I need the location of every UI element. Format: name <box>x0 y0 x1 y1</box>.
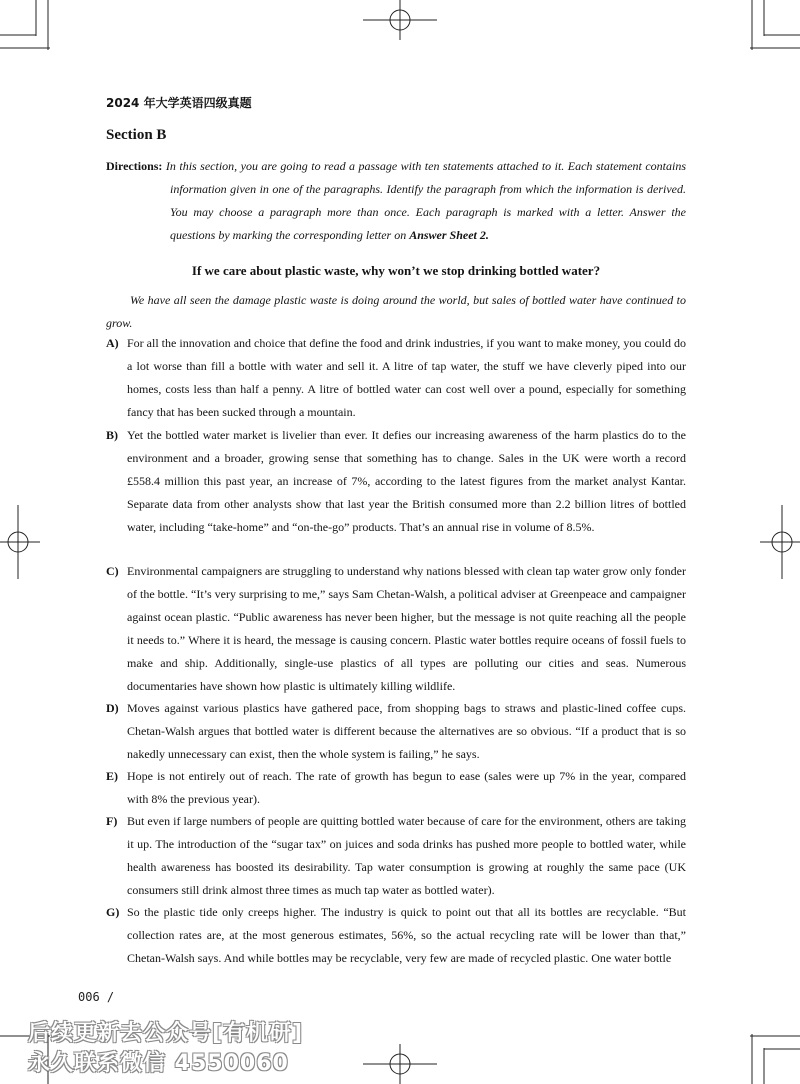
section-title: Section B <box>106 127 167 143</box>
paragraph-letter: D) <box>106 701 119 715</box>
answer-sheet-reference: Answer Sheet 2. <box>409 228 489 242</box>
paragraph-c <box>106 560 686 698</box>
paragraph-text: So the plastic tide only creeps higher. The industry is quick to point out that all its bottles are recyclable. “But collection rates are, at the most generous estimates, 56%, so the actual recycling rate will be lower than that,” Chetan-Walsh says. And while bottles may be recyclable, very few are made of recycled plastic. One water bottle <box>127 905 686 965</box>
passage-title: If we care about plastic waste, why won’t we stop drinking bottled water? <box>191 263 601 278</box>
paragraph-text: But even if large numbers of people are quitting bottled water because of care for the environment, others are taking it up. The introduction of the “sugar tax” on juices and soda drinks has pushed more people to bottled water, while health awareness has boosted its desirability. Tap water consumption is growing at roughly the same pace (UK consumers still drink almost three times as much tap water as bottled water). <box>127 814 686 897</box>
paragraph-f <box>106 810 686 902</box>
directions-line-4-text: questions by marking the corresponding letter on <box>170 228 410 242</box>
paragraph-letter: G) <box>106 905 120 919</box>
paragraph-letter: C) <box>106 564 119 578</box>
paragraph-text: Environmental campaigners are struggling to understand why nations blessed with clean tap water grow only fonder of the bottle. “It’s very surprising to me,” says Sam Chetan-Walsh, a political adviser at Greenpeace and campaigner against ocean plastic. “Public awareness has never been higher, but the message is not quite reaching all the people it needs to.” Where it is heard, the message is causing concern. Plastic water bottles require oceans of fossil fuels to make and ship. Additionally, single-use plastics of all types are polluting our cities and seas. Numerous documentaries have shown how plastic is ultimately killing wildlife. <box>127 564 686 693</box>
directions-line-1: In this section, you are going to read a passage with ten statements attached to it. Each statement contains <box>165 159 686 173</box>
paragraph-b <box>106 424 686 539</box>
watermark-line-1: 后续更新去公众号[有机研] <box>28 1021 304 1046</box>
paragraph-text: For all the innovation and choice that define the food and drink industries, if you want to make money, you could do a lot worse than fill a bottle with water and sell it. A litre of tap water, the stuff we have cleverly piped into our homes, costs less than half a penny. A litre of bottled water can cost well over a pound, especially for something fancy that has been sucked through a mountain. <box>127 336 686 419</box>
paragraph-g <box>106 901 686 970</box>
watermark-line-2: 永久联系微信 4550060 <box>28 1051 289 1076</box>
directions-line-3: You may choose a paragraph more than once. Each paragraph is marked with a letter. Answer the <box>170 205 686 219</box>
paragraph-text: Yet the bottled water market is livelier than ever. It defies our increasing awareness of the harm plastics do to the environment and a broader, growing sense that something has to change. Sales in the UK were worth a record £558.4 million this past year, an increase of 7%, according to the latest figures from the market analyst Kantar. Separate data from other analysts show that last year the British consumed more than 2.2 billion litres of bottled water, including “take-home” and “on-the-go” products. That’s an annual rise in volume of 8.5%. <box>127 428 686 534</box>
paragraph-letter: E) <box>106 769 118 783</box>
paragraph-letter: F) <box>106 814 118 828</box>
directions-label: Directions: <box>106 159 163 173</box>
paragraph-e <box>106 765 686 811</box>
paragraph-letter: B) <box>106 428 118 442</box>
exam-title: 2024 年大学英语四级真题 <box>106 96 252 110</box>
paragraph-d <box>106 697 686 766</box>
directions-line-2: information given in one of the paragraphs. Identify the paragraph from which the information is derived. <box>170 182 686 196</box>
passage-intro: We have all seen the damage plastic waste is doing around the world, but sales of bottled water have continued to grow. <box>106 293 686 330</box>
directions-line-4 <box>106 224 686 247</box>
directions <box>106 155 686 247</box>
paragraph-letter: A) <box>106 336 119 350</box>
page-number: 006 / <box>78 990 115 1004</box>
paragraph-text: Hope is not entirely out of reach. The rate of growth has begun to ease (sales were up 7% in the year, compared with 8% the previous year). <box>127 769 686 806</box>
paragraph-a <box>106 332 686 424</box>
paragraph-text: Moves against various plastics have gathered pace, from shopping bags to straws and plastic-lined coffee cups. Chetan-Walsh argues that bottled water is different because the alternatives are so obvious. “If a product that is so nakedly unnecessary can exist, then the whole system is failing,” he says. <box>127 701 686 761</box>
